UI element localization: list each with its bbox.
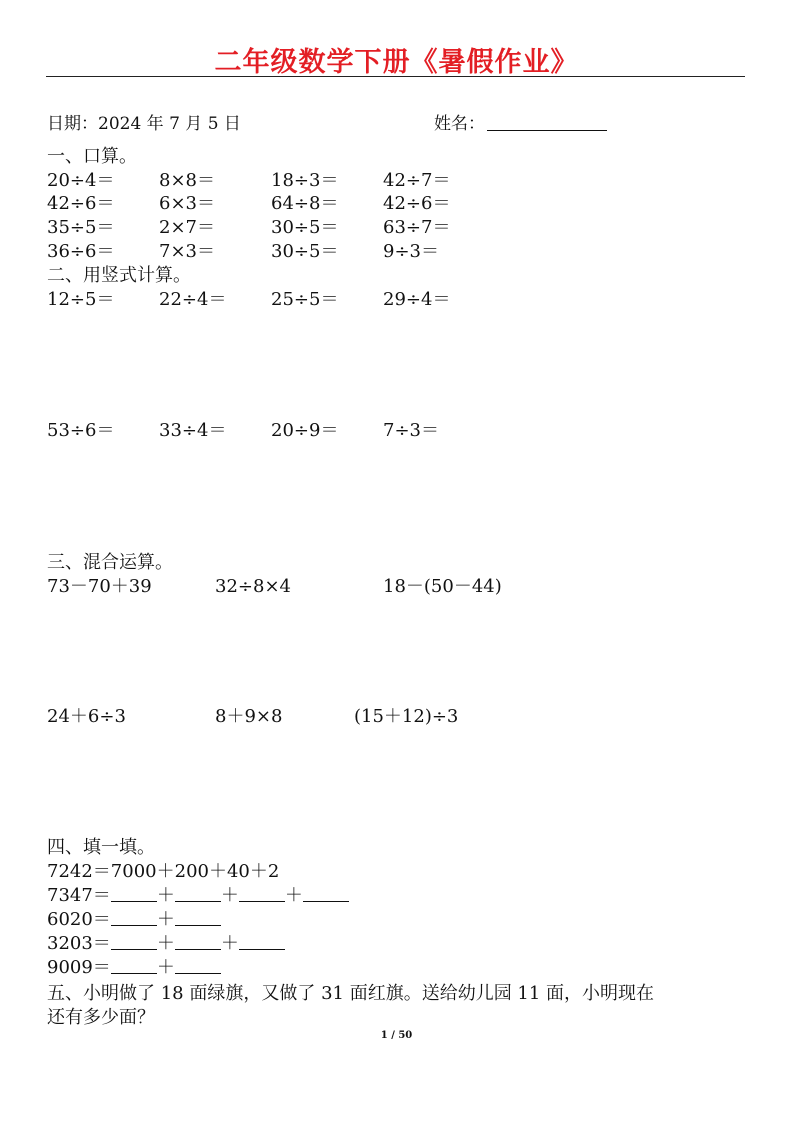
- name-blank[interactable]: [487, 114, 607, 131]
- oral-calc-item: 30÷5＝: [271, 217, 339, 238]
- vertical-calc-item: 33÷4＝: [159, 420, 227, 441]
- answer-blank[interactable]: [175, 909, 221, 926]
- oral-calc-item: 18÷3＝: [271, 170, 339, 191]
- mixed-calc-item: 73－70＋39: [47, 576, 152, 597]
- mixed-calc-item: 24＋6÷3: [47, 706, 126, 727]
- word-problem-line-2: 还有多少面？: [47, 1007, 155, 1028]
- oral-calc-item: 7×3＝: [159, 241, 215, 262]
- answer-blank[interactable]: [239, 885, 285, 902]
- vertical-calc-item: 25÷5＝: [271, 289, 339, 310]
- fill-item-lhs: 6020＝: [47, 909, 111, 930]
- name-label: 姓名：: [434, 114, 485, 134]
- plus-sign: ＋: [156, 885, 175, 906]
- oral-calc-item: 35÷5＝: [47, 217, 115, 238]
- answer-blank[interactable]: [111, 957, 157, 974]
- fill-item-lhs: 9009＝: [47, 957, 111, 978]
- fill-item: [47, 956, 221, 980]
- oral-calc-item: 36÷6＝: [47, 241, 115, 262]
- word-problem-line-1: 五、小明做了 18 面绿旗，又做了 31 面红旗。送给幼儿园 11 面，小明现在: [47, 983, 655, 1004]
- fill-item: [47, 908, 221, 932]
- vertical-calc-item: 12÷5＝: [47, 289, 115, 310]
- oral-calc-item: 63÷7＝: [383, 217, 451, 238]
- section-1-heading: 一、口算。: [47, 146, 137, 167]
- vertical-calc-item: 20÷9＝: [271, 420, 339, 441]
- vertical-calc-item: 22÷4＝: [159, 289, 227, 310]
- answer-blank[interactable]: [111, 885, 157, 902]
- section-3-heading: 三、混合运算。: [47, 552, 173, 573]
- answer-blank[interactable]: [111, 933, 157, 950]
- mixed-calc-item: (15＋12)÷3: [354, 706, 459, 727]
- mixed-calc-item: 8＋9×8: [215, 706, 283, 727]
- answer-blank[interactable]: [111, 909, 157, 926]
- section-4-heading: 四、填一填。: [47, 837, 155, 858]
- page-title: 二年级数学下册《暑假作业》: [214, 47, 579, 78]
- fill-item: [47, 884, 349, 908]
- mixed-calc-item: 32÷8×4: [215, 576, 291, 597]
- oral-calc-item: 42÷6＝: [47, 193, 115, 214]
- oral-calc-item: 64÷8＝: [271, 193, 339, 214]
- answer-blank[interactable]: [175, 933, 221, 950]
- plus-sign: ＋: [284, 885, 303, 906]
- section-2-heading: 二、用竖式计算。: [47, 265, 191, 286]
- oral-calc-item: 42÷6＝: [383, 193, 451, 214]
- answer-blank[interactable]: [175, 885, 221, 902]
- oral-calc-item: 20÷4＝: [47, 170, 115, 191]
- oral-calc-item: 9÷3＝: [383, 241, 439, 262]
- page-number: 1 / 50: [380, 1030, 413, 1041]
- answer-blank[interactable]: [239, 933, 285, 950]
- date-label: 日期：2024 年 7 月 5 日: [47, 114, 241, 134]
- fill-item-lhs: 3203＝: [47, 933, 111, 954]
- oral-calc-item: 2×7＝: [159, 217, 215, 238]
- fill-item-lhs: 7347＝: [47, 885, 111, 906]
- oral-calc-item: 30÷5＝: [271, 241, 339, 262]
- mixed-calc-item: 18－(50－44): [383, 576, 502, 597]
- plus-sign: ＋: [156, 933, 175, 954]
- answer-blank[interactable]: [175, 957, 221, 974]
- fill-item: [47, 932, 285, 956]
- oral-calc-item: 42÷7＝: [383, 170, 451, 191]
- name-field: [434, 113, 607, 135]
- vertical-calc-item: 29÷4＝: [383, 289, 451, 310]
- plus-sign: ＋: [220, 885, 239, 906]
- plus-sign: ＋: [156, 909, 175, 930]
- oral-calc-item: 8×8＝: [159, 170, 215, 191]
- vertical-calc-item: 53÷6＝: [47, 420, 115, 441]
- title-divider: [46, 76, 745, 77]
- vertical-calc-item: 7÷3＝: [383, 420, 439, 441]
- plus-sign: ＋: [220, 933, 239, 954]
- plus-sign: ＋: [156, 957, 175, 978]
- oral-calc-item: 6×3＝: [159, 193, 215, 214]
- answer-blank[interactable]: [303, 885, 349, 902]
- fill-example: 7242＝7000＋200＋40＋2: [47, 861, 280, 882]
